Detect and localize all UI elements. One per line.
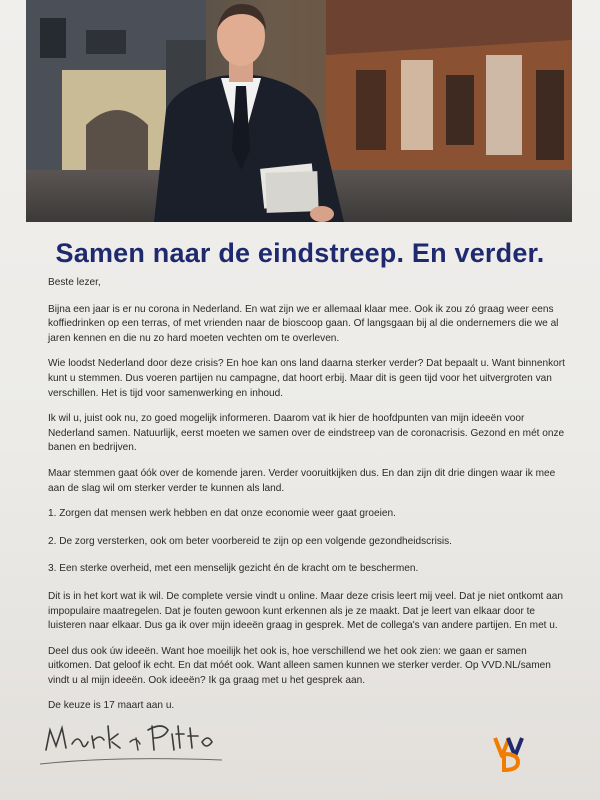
header-photo (26, 0, 572, 222)
paragraph: Maar stemmen gaat óók over de komende jaren. Verder vooruitkijken dus. En dan zijn dit drie dingen waar ik mee aan de slag wil om sterker verder te kunnen als land. (48, 467, 556, 494)
numbered-point: 3. Een sterke overheid, met een menselijk gezicht én de kracht om te beschermen. (48, 563, 419, 575)
paragraph: Deel dus ook úw ideeën. Want hoe moeilijk het ook is, hoe verschillend we het ook zien: we gaan er samen uitkomen. Dat geloof ik echt. En dat móét ook. Want alleen samen kunnen we sterker verder. Op VVD.NL/samen vindt u al mijn ideeën. Ook ideeën? Ik ga graag met u het gesprek aan. (48, 645, 551, 686)
closing-line: De keuze is 17 maart aan u. (48, 700, 175, 712)
vvd-logo (492, 732, 532, 772)
paragraph: Ik wil u, juist ook nu, zo goed mogelijk informeren. Daarom vat ik hier de hoofdpunten van mijn ideeën voor Nederland samen. Natuurlijk, eerst moeten we samen over de eindstreep van de coronacrisis. Gezond en mét onze banen en bedrijven. (48, 413, 565, 454)
handwritten-signature (36, 712, 226, 772)
numbered-point: 2. De zorg versterken, ook om beter voorbereid te zijn op een volgende gezondheidscrisis. (48, 535, 452, 547)
paragraph: Wie loodst Nederland door deze crisis? En hoe kan ons land daarna sterker verder? Dat bepaalt u. Want binnenkort kunt u stemmen. Dus voeren partijen nu campagne, dat hoort erbij. Maar dit is geen tijd voor het uitvergroten van verschillen. Het is tijd voor samenwerking en inhoud. (48, 358, 565, 399)
headline: Samen naar de eindstreep. En verder. (55, 238, 545, 268)
paragraph: Bijna een jaar is er nu corona in Nederland. En wat zijn we er allemaal klaar mee. Ook ik zou zó graag weer eens koffiedrinken op een terras, of met vrienden naar de bioscoop gaan. Of langsgaan bij al die ondernemers die we al jaren kennen en die nu zo hard moeten vechten om te overleven. (48, 303, 559, 344)
greeting: Beste lezer, (48, 277, 101, 288)
numbered-point: 1. Zorgen dat mensen werk hebben en dat onze economie weer gaat groeien. (48, 508, 396, 520)
letter-body (48, 276, 568, 725)
paragraph: Dit is in het kort wat ik wil. De complete versie vindt u online. Maar deze crisis leert mij veel. Dat je niet ontkomt aan impopulaire maatregelen. Dat je fouten gewoon kunt erkennen als je ze maakt. Dat je leert van elkaar door te luisteren naar elkaar. Dus ga ik over mijn ideeën graag in gesprek. Met de collega's van andere partijen. En met u. (48, 590, 563, 632)
